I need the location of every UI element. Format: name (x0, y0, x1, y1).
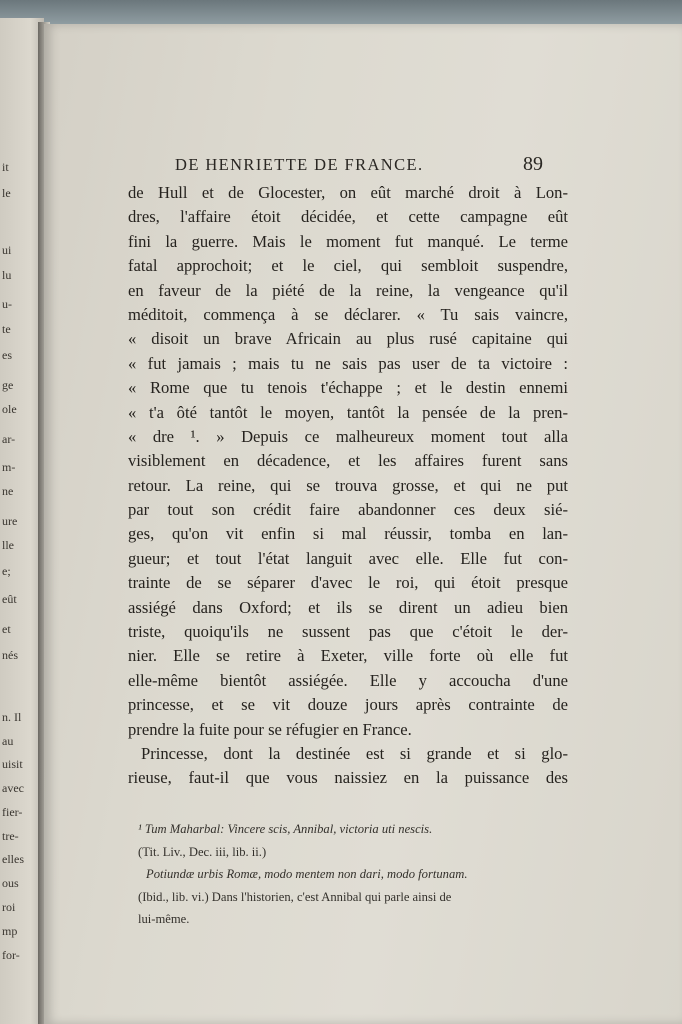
facing-page-fragment: te (2, 322, 11, 336)
facing-page-fragment: lu (2, 268, 12, 282)
facing-page-fragment: ui (2, 243, 12, 257)
facing-page-fragment: roi (2, 900, 16, 914)
text-line: assiégé dans Oxford; et ils se dirent un adieu bien (128, 597, 568, 617)
facing-page-fragment: u- (2, 297, 12, 311)
text-line: « Rome que tu tenois t'échappe ; et le destin ennemi (128, 378, 568, 398)
text-line: dres, l'affaire étoit décidée, et cette campagne eût (128, 207, 568, 227)
text-line: retour. La reine, qui se trouva grosse, et qui ne put (128, 475, 568, 495)
facing-page-fragment: es (2, 348, 12, 362)
footnotes (138, 818, 568, 931)
text-line: triste, quoiqu'ils ne sussent pas que c'étoit le der- (128, 622, 568, 642)
facing-page-fragment: lle (2, 538, 14, 552)
text-line: Princesse, dont la destinée est si grande et si glo- (141, 743, 568, 763)
facing-page-fragment: au (2, 734, 14, 748)
facing-page-fragment: uisit (2, 757, 23, 771)
text-line: « disoit un brave Africain au plus rusé capitaine qui (128, 329, 568, 349)
facing-page-fragment: nés (2, 648, 18, 662)
body-text (128, 181, 568, 791)
footnote-line: (Tit. Liv., Dec. iii, lib. ii.) (138, 844, 267, 859)
text-line: gueur; et tout l'état languit avec elle. Elle fut con- (128, 548, 568, 568)
footnote-line: (Ibid., lib. vi.) Dans l'historien, c'est Annibal qui parle ainsi de (138, 889, 452, 904)
facing-page-fragment: fier- (2, 805, 23, 819)
facing-page-fragment: n. Il (2, 710, 22, 724)
text-line: « dre ¹. » Depuis ce malheureux moment tout alla (128, 426, 568, 446)
text-line: de Hull et de Glocester, on eût marché droit à Lon- (128, 183, 568, 202)
page-number: 89 (523, 153, 543, 175)
text-line: fatal approchoit; et le ciel, qui sembloit suspendre, (128, 256, 568, 276)
text-line: trainte de se séparer d'avec le roi, qui étoit presque (128, 573, 568, 593)
text-line: princesse, et se vit douze jours après contrainte de (128, 695, 568, 715)
running-title: DE HENRIETTE DE FRANCE. (175, 155, 424, 174)
facing-page-fragment: elles (2, 852, 24, 866)
text-line: ges, qu'on vit enfin si mal réussir, tomba en lan- (128, 524, 568, 544)
facing-page-fragment: e; (2, 564, 11, 578)
facing-page-fragment: avec (2, 781, 24, 795)
text-line: rieuse, faut-il que vous naissiez en la puissance des (128, 768, 568, 788)
facing-page-fragment: ar- (2, 432, 16, 446)
text-line: nier. Elle se retire à Exeter, ville forte où elle fut (128, 646, 568, 666)
footnote-line: Potiundæ urbis Romæ, modo mentem non dari, modo fortunam. (146, 867, 468, 882)
facing-page-fragment: ge (2, 378, 14, 392)
text-line: elle-même bientôt assiégée. Elle y accoucha d'une (128, 670, 568, 690)
facing-page-fragment: et (2, 622, 11, 636)
facing-page-fragment: m- (2, 460, 16, 474)
running-head (175, 155, 575, 179)
text-line: en faveur de la piété de la reine, la vengeance qu'il (128, 280, 568, 300)
facing-page-fragment: ole (2, 402, 17, 416)
facing-page-fragment: it (2, 160, 9, 174)
footnote-line: ¹ Tum Maharbal: Vincere scis, Annibal, victoria uti nescis. (138, 822, 433, 836)
facing-page-fragment: tre- (2, 829, 19, 843)
footnote-line: lui-même. (138, 912, 190, 927)
facing-page-fragment: eût (2, 592, 17, 606)
facing-page-fragment: ure (2, 514, 18, 528)
facing-page-fragment: mp (2, 924, 18, 938)
text-line: par tout son crédit faire abandonner ces deux sié- (128, 500, 568, 520)
facing-page-fragment: ous (2, 876, 19, 890)
text-line: « fut jamais ; mais tu ne sais pas user de ta victoire : (128, 353, 568, 373)
text-line: fini la guerre. Mais le moment fut manqué. Le terme (128, 231, 568, 251)
facing-page-fragment: ne (2, 484, 14, 498)
text-line: « t'a ôté tantôt le moyen, tantôt la pensée de la pren- (128, 402, 568, 422)
facing-page-fragment: le (2, 186, 11, 200)
text-line: visiblement en décadence, et les affaires furent sans (128, 451, 568, 471)
facing-page-fragment: for- (2, 948, 20, 962)
text-line: méditoit, commença à se déclarer. « Tu sais vaincre, (128, 304, 568, 324)
text-line: prendre la fuite pour se réfugier en France. (128, 719, 412, 739)
